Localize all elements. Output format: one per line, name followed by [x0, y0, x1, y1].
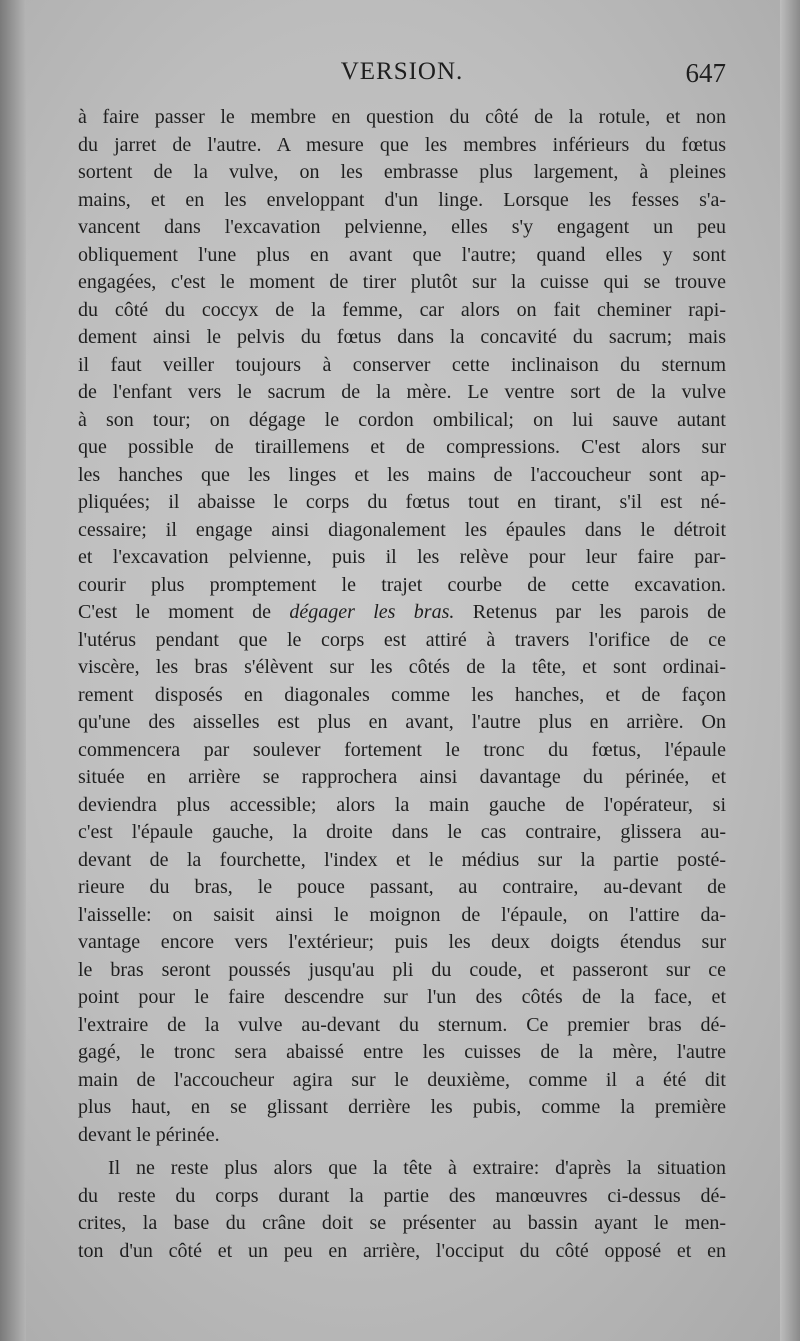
text-line: Il ne reste plus alors que la tête à extraire: d'après la situation — [108, 1157, 726, 1179]
text-line: obliquement l'une plus en avant que l'autre; quand elles y sont — [78, 243, 726, 266]
text-line: cessaire; il engage ainsi diagonalement les épaules dans le détroit — [78, 518, 726, 541]
text-line: à faire passer le membre en question du côté de la rotule, et non — [78, 106, 726, 128]
paragraph-2 — [78, 1155, 726, 1265]
text-line: ton d'un côté et un peu en arrière, l'occiput du côté opposé et en — [78, 1239, 726, 1262]
page-shadow-left — [0, 0, 26, 1341]
italic-phrase: dégager les bras. — [289, 601, 455, 623]
text-line: il faut veiller toujours à conserver cette inclinaison du sternum — [78, 353, 726, 376]
text-line: courir plus promptement le trajet courbe de cette excavation. — [78, 573, 726, 596]
text-line — [78, 599, 726, 627]
page-shadow-right — [780, 0, 800, 1341]
text-line-part: C'est le moment de — [78, 601, 290, 623]
text-line: le bras seront poussés jusqu'au pli du coude, et passeront sur ce — [78, 958, 726, 981]
text-line: et l'excavation pelvienne, puis il les relève pour leur faire par- — [78, 546, 726, 568]
text-line: main de l'accoucheur agira sur le deuxième, comme il a été dit — [78, 1068, 726, 1091]
text-line: crites, la base du crâne doit se présenter au bassin ayant le men- — [78, 1212, 726, 1234]
text-line: devant de la fourchette, l'index et le médius sur la partie posté- — [78, 848, 726, 871]
text-line: l'aisselle: on saisit ainsi le moignon de l'épaule, on l'attire da- — [78, 903, 726, 926]
text-line: de l'enfant vers le sacrum de la mère. Le ventre sort de la vulve — [78, 381, 726, 403]
text-line: point pour le faire descendre sur l'un des côtés de la face, et — [78, 986, 726, 1008]
text-line: plus haut, en se glissant derrière les pubis, comme la première — [78, 1096, 726, 1118]
text-line: c'est l'épaule gauche, la droite dans le cas contraire, glissera au- — [78, 821, 726, 843]
text-line: dement ainsi le pelvis du fœtus dans la concavité du sacrum; mais — [78, 326, 726, 348]
text-line: viscère, les bras s'élèvent sur les côtés de la tête, et sont ordinai- — [78, 656, 726, 678]
paragraph-1 — [78, 104, 726, 599]
running-title: VERSION. — [340, 58, 464, 85]
text-line: vancent dans l'excavation pelvienne, elles s'y engagent un peu — [78, 216, 726, 238]
text-line: sortent de la vulve, on les embrasse plus largement, à pleines — [78, 161, 726, 183]
text-line: engagées, c'est le moment de tirer plutôt sur la cuisse qui se trouve — [78, 271, 726, 293]
text-line: devant le périnée. — [78, 1123, 220, 1146]
text-line: l'extraire de la vulve au-devant du sternum. Ce premier bras dé- — [78, 1013, 726, 1036]
page-header — [78, 58, 726, 94]
text-line: du jarret de l'autre. A mesure que les membres inférieurs du fœtus — [78, 133, 726, 156]
text-line: que possible de tiraillemens et de compressions. C'est alors sur — [78, 436, 726, 458]
text-line: pliquées; il abaisse le corps du fœtus tout en tirant, s'il est né- — [78, 491, 726, 513]
text-line: rieure du bras, le pouce passant, au contraire, au-devant de — [78, 876, 726, 898]
text-line: à son tour; on dégage le cordon ombilical; on lui sauve autant — [78, 408, 726, 431]
text-line: vantage encore vers l'extérieur; puis les deux doigts étendus sur — [78, 931, 726, 953]
text-line: les hanches que les linges et les mains de l'accoucheur sont ap- — [78, 463, 726, 486]
text-line: l'utérus pendant que le corps est attiré à travers l'orifice de ce — [78, 628, 726, 651]
page-number: 647 — [685, 58, 726, 88]
text-line: mains, et en les enveloppant d'un linge. Lorsque les fesses s'a- — [78, 188, 726, 211]
text-line: rement disposés en diagonales comme les hanches, et de façon — [78, 683, 726, 706]
text-line: deviendra plus accessible; alors la main gauche de l'opérateur, si — [78, 793, 726, 816]
paragraph-1-continued — [78, 627, 726, 1150]
text-line: commencera par soulever fortement le tronc du fœtus, l'épaule — [78, 738, 726, 761]
text-line: gagé, le tronc sera abaissé entre les cuisses de la mère, l'autre — [78, 1041, 726, 1063]
body-text — [78, 104, 726, 1265]
text-line: située en arrière se rapprochera ainsi davantage du périnée, et — [78, 766, 726, 788]
text-line-part: Retenus par les parois de — [454, 601, 726, 623]
text-line: qu'une des aisselles est plus en avant, l'autre plus en arrière. On — [78, 711, 726, 733]
text-line: du côté du coccyx de la femme, car alors on fait cheminer rapi- — [78, 298, 726, 321]
text-line: du reste du corps durant la partie des manœuvres ci-dessus dé- — [78, 1184, 726, 1207]
